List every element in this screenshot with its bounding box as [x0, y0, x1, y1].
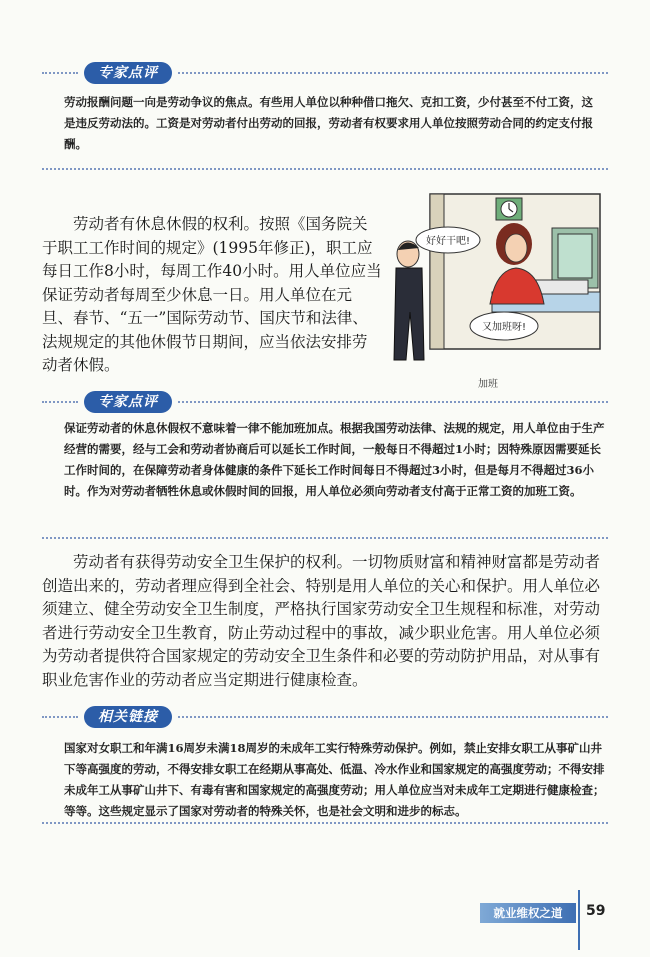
section1-tag: 专家点评 — [84, 62, 172, 84]
section3-header — [42, 706, 608, 728]
section1-note: 劳动报酬问题一向是劳动争议的焦点。有些用人单位以种种借口拖欠、克扣工资，少付甚至不付工资，这是违反劳动法的。工资是对劳动者付出劳动的回报，劳动者有权要求用人单位按照劳动合同的约定支付报酬。 — [64, 95, 593, 151]
overtime-illustration — [392, 192, 602, 370]
chapter-label: 就业维权之道 — [480, 903, 576, 923]
divider — [42, 168, 608, 170]
section1-header — [42, 62, 608, 84]
illustration-caption: 加班 — [478, 379, 498, 390]
bubble-overtime-again: 又加班呀! — [481, 322, 527, 333]
section3-note: 国家对女职工和年满16周岁未满18周岁的未成年工实行特殊劳动保护。例如，禁止安排女职工从事矿山井下等高强度的劳动，不得安排女职工在经期从事高处、低温、冷水作业和国家规定的高强度劳动；不得安排未成年工从事矿山井下、有毒有害和国家规定的高强度劳动；用人单位应当对未成年工定期进行健康检查；等等。这些规定显示了国家对劳动者的特殊关怀，也是社会文明和进步的标志。 — [64, 741, 605, 818]
page-number: 59 — [586, 903, 606, 919]
footer-divider — [578, 890, 580, 950]
paragraph-rest-rights: 劳动者有休息休假的权利。按照《国务院关于职工工作时间的规定》(1995年修正)，职工应每日工作8小时，每周工作40小时。用人单位应当保证劳动者每周至少休息一日。用人单位在元旦、春节、“五一”国际劳动节、国庆节和法律、法规规定的其他休假节日期间，应当依法安排劳动者休假。 — [42, 215, 382, 374]
divider — [42, 537, 608, 539]
section2-tag: 专家点评 — [84, 391, 172, 413]
paragraph-safety-rights: 劳动者有获得劳动安全卫生保护的权利。一切物质财富和精神财富都是劳动者创造出来的，劳动者理应得到全社会、特别是用人单位的关心和保护。用人单位必须建立、健全劳动安全卫生制度，严格执行国家劳动安全卫生规程和标准，对劳动者进行劳动安全卫生教育，防止劳动过程中的事故，减少职业危害。用人单位必须为劳动者提供符合国家规定的劳动安全卫生条件和必要的劳动防护用品，对从事有职业危害作业的劳动者应当定期进行健康检查。 — [42, 553, 601, 689]
divider — [42, 822, 608, 824]
section2-header — [42, 391, 608, 413]
section3-tag: 相关链接 — [84, 706, 172, 728]
bubble-good-work: 好好干吧! — [425, 236, 471, 247]
section2-note: 保证劳动者的休息休假权不意味着一律不能加班加点。根据我国劳动法律、法规的规定，用人单位由于生产经营的需要，经与工会和劳动者协商后可以延长工作时间，一般每日不得超过1小时；因特殊原因需要延长工作时间的，在保障劳动者身体健康的条件下延长工作时间每日不得超过3小时，但是每月不得超过36小时。作为对劳动者牺牲休息或休假时间的回报，用人单位必须向劳动者支付高于正常工资的加班工资。 — [64, 421, 605, 498]
